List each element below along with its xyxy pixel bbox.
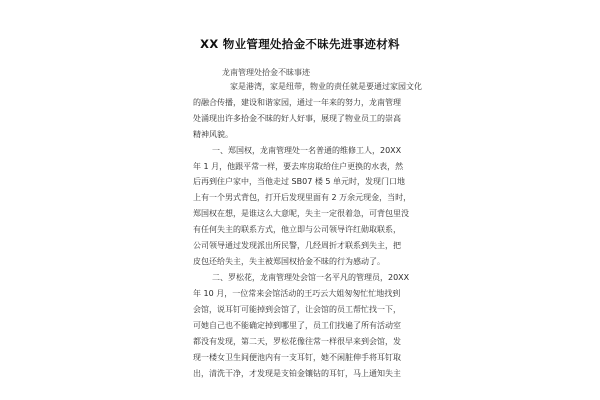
paragraph-line: 精神风貌。 [193,130,233,139]
paragraph-line: 公司领导通过发现派出所民警，几经周折才联系到失主，把 [193,241,401,250]
paragraph-line: 家是港湾，家是纽带，物业的责任就是要通过家园文化 [230,82,422,91]
paragraph-line: 上有一个男式背包，打开后发现里面有 2 万余元现金，当时， [193,193,412,202]
paragraph-line: 年 10 月，一位常来会馆活动的王巧云大姐匆匆忙忙地找到 [193,289,401,298]
paragraph-line: 的融合传播，建设和谐家园，通过一年来的努力，龙南管理 [193,98,401,107]
paragraph-line: 后再到住户家中，当他走过 SB07 楼 5 单元时，发现门口地 [193,177,406,186]
paragraph-line: 可她自己也不能确定掉到哪里了，员工们找遍了所有活动室 [193,321,401,330]
paragraph-line: 一、郑国权，龙南管理处一名普通的维修工人，20XX [212,146,402,155]
paragraph-line: 都没有发现，第二天，罗松花像往常一样很早来到会馆，发 [193,337,401,346]
paragraph-line: 皮包还给失主，失主被郑国权拾金不昧的行为感动了。 [193,257,385,266]
paragraph-line: 处涌现出许多拾金不昧的好人好事，展现了物业员工的崇高 [193,114,401,123]
paragraph-line: 现一楼女卫生间便池内有一支耳钉，她不闲脏伸手将耳钉取 [193,353,401,362]
paragraph-line: 二、罗松花，龙南管理处会馆一名平凡的管理员，20XX [212,273,410,282]
paragraph-line: 会馆，说耳钉可能掉到会馆了，让会馆的员工帮忙找一下， [193,305,401,314]
document-subtitle: 龙南管理处拾金不昧事迹 [222,68,310,77]
paragraph-line: 有任何失主的联系方式，他立即与公司领导许红勋取联系， [193,225,401,234]
paragraph-line: 年 1 月，他跟平常一样，要去库房取给住户更换的水表，然 [193,162,404,171]
paragraph-line: 郑国权在想，是谁这么大意呢，失主一定很着急，可背包里没 [193,209,409,218]
paragraph-line: 出，清洗干净，才发现是支铂金镶钻的耳钉，马上通知失主 [193,369,401,378]
document-title: XX 物业管理处拾金不昧先进事迹材料 [200,37,400,51]
